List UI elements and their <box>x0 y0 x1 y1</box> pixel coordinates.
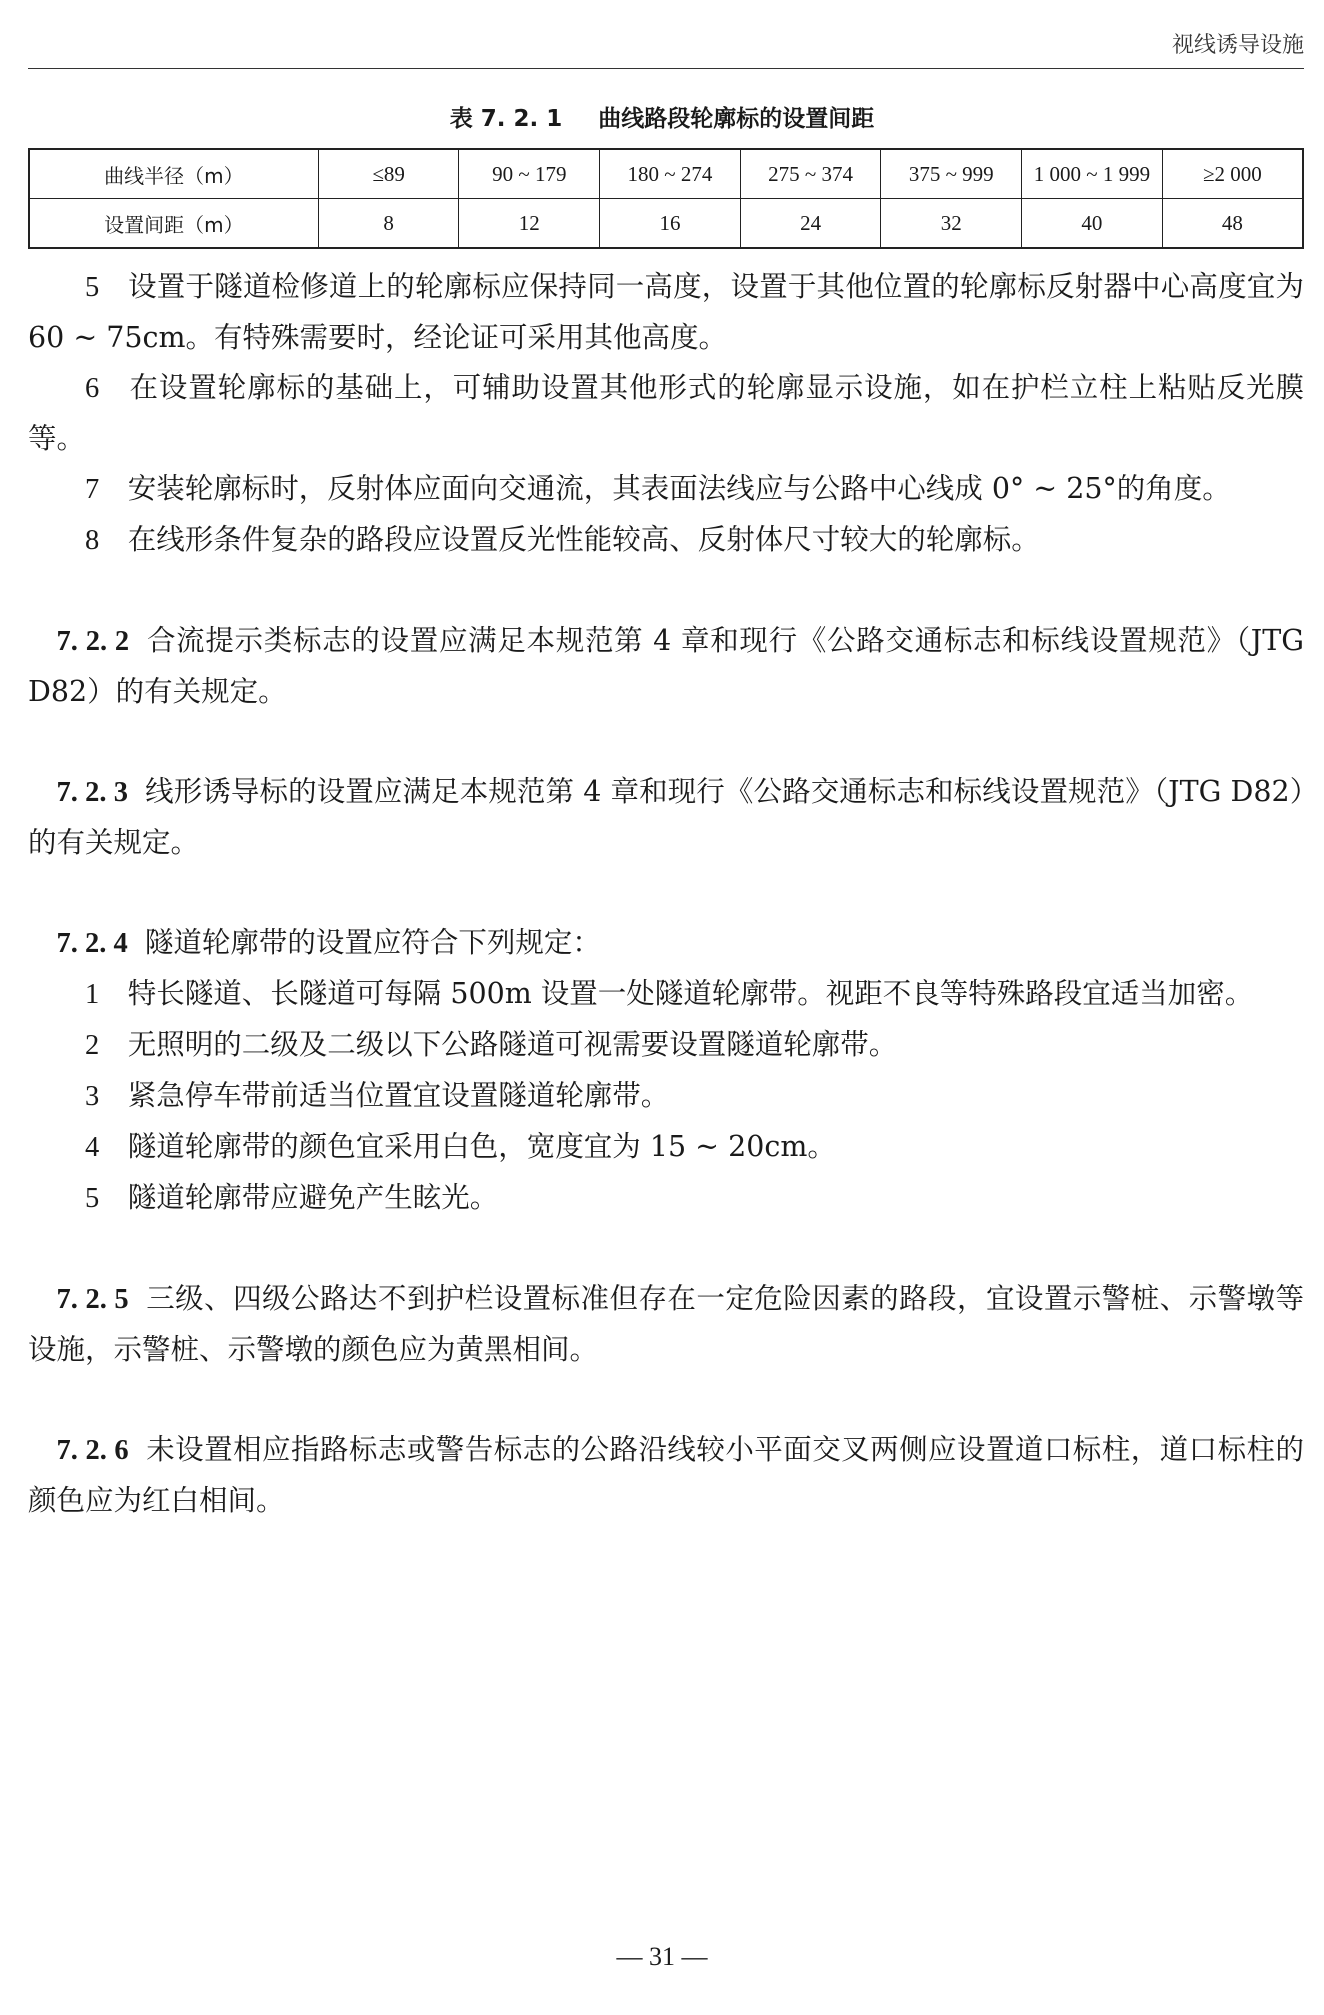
table-cell: 275 ~ 374 <box>740 149 881 199</box>
list-item: 5 设置于隧道检修道上的轮廓标应保持同一高度，设置于其他位置的轮廓标反射器中心高度宜为 60 ~ 75cm。有特殊需要时，经论证可采用其他高度。 <box>28 270 1304 354</box>
table-cell: 375 ~ 999 <box>881 149 1022 199</box>
clause-7-2-5: 7. 2. 5 三级、四级公路达不到护栏设置标准但存在一定危险因素的路段，宜设置示警桩、示警墩等设施，示警桩、示警墩的颜色应为黄黑相间。 <box>28 1282 1304 1366</box>
table-cell: 8 <box>318 199 459 249</box>
row-header-radius: 曲线半径（m） <box>29 149 318 199</box>
table-cell: 16 <box>600 199 741 249</box>
table-cell: ≥2 000 <box>1162 149 1303 199</box>
list-item: 4 隧道轮廓带的颜色宜采用白色，宽度宜为 15 ~ 20cm。 <box>85 1130 836 1163</box>
clause-7-2-6: 7. 2. 6 未设置相应指路标志或警告标志的公路沿线较小平面交叉两侧应设置道口标柱，道口标柱的颜色应为红白相间。 <box>28 1433 1304 1517</box>
list-item: 6 在设置轮廓标的基础上，可辅助设置其他形式的轮廓显示设施，如在护栏立柱上粘贴反光膜等。 <box>28 371 1304 455</box>
list-item: 1 特长隧道、长隧道可每隔 500m 设置一处隧道轮廓带。视距不良等特殊路段宜适当加密。 <box>85 977 1254 1010</box>
table-caption <box>0 100 1324 133</box>
clause-7-2-4: 7. 2. 4 隧道轮廓带的设置应符合下列规定： <box>56 926 601 959</box>
list-item: 2 无照明的二级及二级以下公路隧道可视需要设置隧道轮廓带。 <box>85 1028 898 1061</box>
clause-7-2-2: 7. 2. 2 合流提示类标志的设置应满足本规范第 4 章和现行《公路交通标志和标线设置规范》（JTG D82）的有关规定。 <box>28 624 1304 708</box>
table-cell: 1 000 ~ 1 999 <box>1022 149 1163 199</box>
table-cell: 48 <box>1162 199 1303 249</box>
body-text <box>28 262 1304 1526</box>
table-row <box>29 149 1303 199</box>
list-item: 5 隧道轮廓带应避免产生眩光。 <box>85 1181 499 1214</box>
table-cell: 12 <box>459 199 600 249</box>
clause-7-2-3: 7. 2. 3 线形诱导标的设置应满足本规范第 4 章和现行《公路交通标志和标线设置规范》（JTG D82）的有关规定。 <box>28 775 1305 859</box>
table-cell: ≤89 <box>318 149 459 199</box>
list-item: 7 安装轮廓标时，反射体应面向交通流，其表面法线应与公路中心线成 0° ~ 25°的角度。 <box>85 472 1231 505</box>
row-header-spacing: 设置间距（m） <box>29 199 318 249</box>
table-cell: 90 ~ 179 <box>459 149 600 199</box>
header-rule <box>28 68 1304 69</box>
running-header: 视线诱导设施 <box>1171 33 1304 58</box>
table-cell: 24 <box>740 199 881 249</box>
table-cell: 40 <box>1022 199 1163 249</box>
table-row <box>29 199 1303 249</box>
table-cell: 180 ~ 274 <box>600 149 741 199</box>
list-item: 8 在线形条件复杂的路段应设置反光性能较高、反射体尺寸较大的轮廓标。 <box>85 523 1040 556</box>
table-caption-text: 曲线路段轮廓标的设置间距 <box>598 106 875 132</box>
table-caption-number: 表 7. 2. 1 <box>449 106 563 132</box>
page-number: — 31 — <box>616 1942 708 1971</box>
spacing-table <box>28 148 1304 249</box>
list-item: 3 紧急停车带前适当位置宜设置隧道轮廓带。 <box>85 1079 670 1112</box>
table-cell: 32 <box>881 199 1022 249</box>
